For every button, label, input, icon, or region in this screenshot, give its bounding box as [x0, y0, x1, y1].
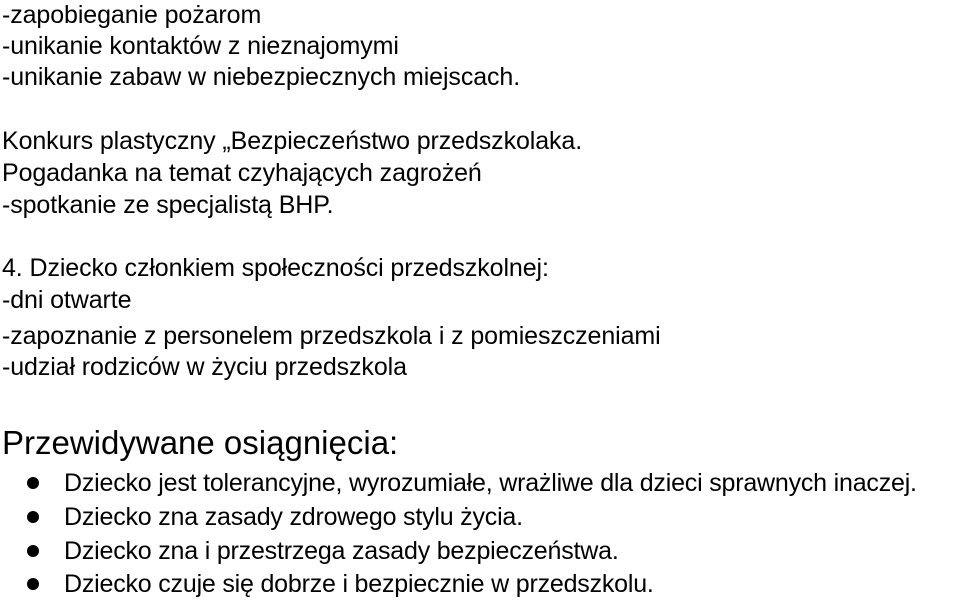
bullet-icon	[27, 511, 39, 523]
list-item	[0, 467, 960, 499]
bullet-icon	[27, 545, 39, 557]
list-item-text: Dziecko jest tolerancyjne, wyrozumiałe, wrażliwe dla dzieci sprawnych inaczej.	[64, 469, 917, 497]
text-line: Pogadanka na temat czyhających zagrożeń	[2, 159, 482, 187]
text-line: -spotkanie ze specjalistą BHP.	[2, 191, 334, 219]
text-line: -unikanie zabaw w niebezpiecznych miejscach.	[2, 63, 521, 91]
text-line: -zapobieganie pożarom	[2, 1, 262, 29]
section-title: 4. Dziecko członkiem społeczności przedszkolnej:	[2, 254, 549, 282]
list-item-text: Dziecko czuje się dobrze i bezpiecznie w przedszkolu.	[64, 570, 654, 598]
text-line: -udział rodziców w życiu przedszkola	[2, 353, 407, 381]
bullet-icon	[27, 477, 39, 489]
text-line: Konkurs plastyczny „Bezpieczeństwo przedszkolaka.	[2, 127, 583, 155]
list-item-text: Dziecko zna zasady zdrowego stylu życia.	[64, 503, 523, 531]
achievements-heading: Przewidywane osiągnięcia:	[2, 424, 399, 461]
text-line: -zapoznanie z personelem przedszkola i z pomieszczeniami	[2, 322, 661, 350]
list-item	[0, 535, 960, 567]
bullet-icon	[27, 578, 39, 590]
list-item	[0, 501, 960, 533]
list-item	[0, 568, 960, 600]
text-line: -dni otwarte	[2, 286, 132, 314]
text-line: -unikanie kontaktów z nieznajomymi	[2, 32, 399, 60]
list-item-text: Dziecko zna i przestrzega zasady bezpieczeństwa.	[64, 537, 619, 565]
